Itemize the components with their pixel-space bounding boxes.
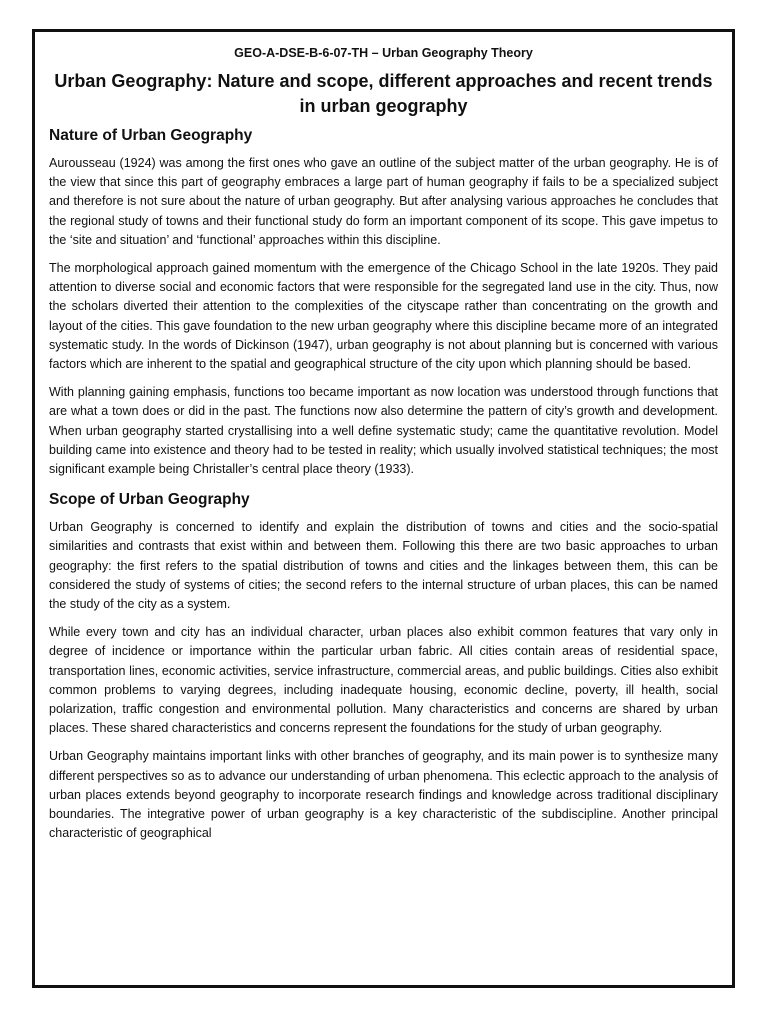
course-code: GEO-A-DSE-B-6-07-TH – Urban Geography Theory bbox=[234, 46, 533, 60]
document-page bbox=[32, 29, 735, 988]
document-title: Urban Geography: Nature and scope, different approaches and recent trends in urban geography bbox=[54, 71, 713, 116]
section-heading-nature: Nature of Urban Geography bbox=[49, 127, 253, 144]
paragraph: The morphological approach gained momentum with the emergence of the Chicago School in the late 1920s. They paid attention to diverse social and economic factors that were responsible for the segregated land use in the city. Thus, now the scholars diverted their attention to the complexities of the cityscape rather than concentrating on the growth and layout of the cities. This gave foundation to the new urban geography where this discipline became more of an integrated systematic study. In the words of Dickinson (1947), urban geography is not about planning but is concerned with various factors which are inherent to the spatial and geographical structure of the city upon which planning should be based. bbox=[49, 261, 718, 372]
paragraph: While every town and city has an individual character, urban places also exhibit common features that vary only in degree of incidence or importance within the particular urban fabric. All cities contain areas of residential space, transportation lines, economic activities, service infrastructure, commercial areas, and public buildings. Cities also exhibit common problems to varying degrees, including inadequate housing, economic decline, poverty, ill health, social polarization, traffic congestion and environmental pollution. Many characteristics and concerns are shared by urban places. These shared characteristics and concerns represent the foundations for the study of urban geography. bbox=[49, 625, 718, 736]
paragraph: Aurousseau (1924) was among the first ones who gave an outline of the subject matter of the urban geography. He is of the view that since this part of geography embraces a large part of human geography if fails to be a specialized subject and therefore is not sure about the nature of urban geography. But after analysing various approaches he concludes that the regional study of towns and their functional study do form an important component of its scope. This gave impetus to the ‘site and situation’ and ‘functional’ approaches within this discipline. bbox=[49, 156, 718, 247]
paragraph: With planning gaining emphasis, functions too became important as now location was understood through functions that are what a town does or did in the past. The functions now also determine the pattern of city’s growth and development. When urban geography started crystallising into a well define systematic study; came the quantitative revolution. Model building came into existence and theory had to be tested in reality; which usually involved statistical techniques; the most significant example being Christaller’s central place theory (1933). bbox=[49, 385, 718, 477]
section-heading-scope: Scope of Urban Geography bbox=[49, 491, 250, 509]
paragraph: Urban Geography is concerned to identify and explain the distribution of towns and cities and the socio-spatial similarities and contrasts that exist within and between them. Following this there are two basic approaches to urban geography: the first refers to the spatial distribution of towns and cities and the linkages between them, this can be considered the study of systems of cities; the second refers to the internal structure of urban places, this can be named the study of the city as a system. bbox=[49, 520, 718, 612]
paragraph: Urban Geography maintains important links with other branches of geography, and its main power is to synthesize many different perspectives so as to advance our understanding of urban phenomena. This eclectic approach to the analysis of urban places extends beyond geography to incorporate research findings and knowledge across traditional disciplinary boundaries. The integrative power of urban geography is a key characteristic of the subdiscipline. Another principal characteristic of geographical bbox=[49, 749, 718, 841]
section-scope bbox=[49, 491, 718, 843]
section-nature bbox=[49, 127, 718, 479]
